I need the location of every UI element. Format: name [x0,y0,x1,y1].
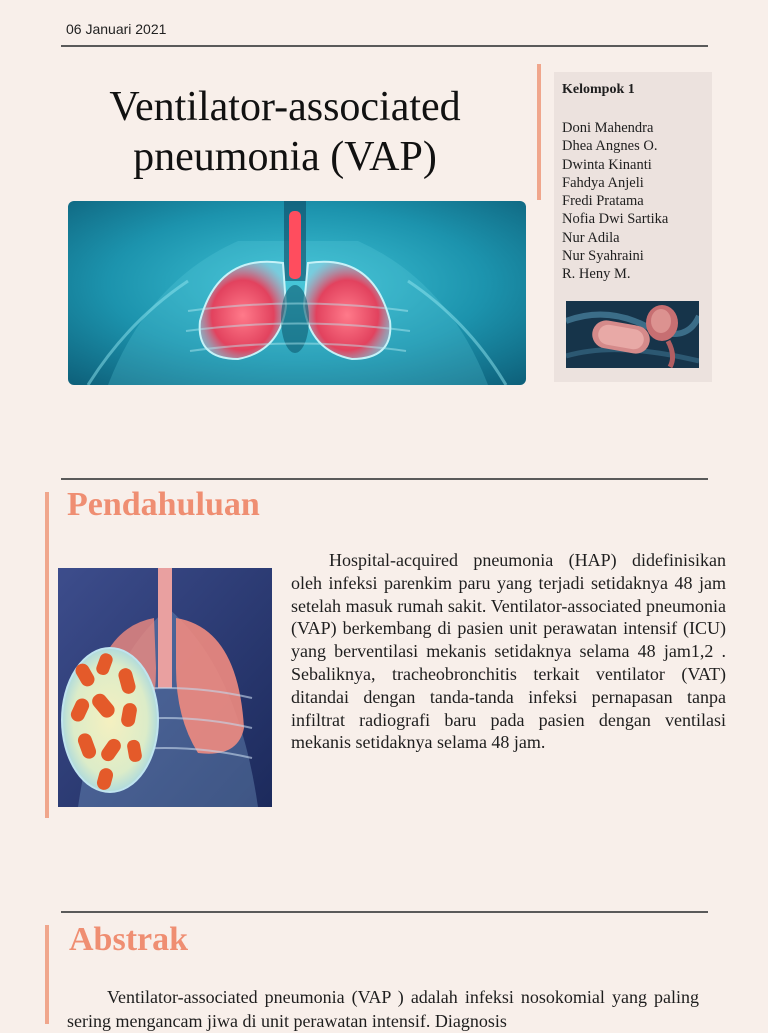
group-heading: Kelompok 1 [562,82,635,97]
members-list [562,119,668,284]
member-item: Fredi Pratama [562,193,644,210]
member-item: Dhea Angnes O. [562,138,658,155]
lungs-xray-illustration-icon [68,201,526,385]
document-date: 06 Januari 2021 [66,21,167,37]
header-divider [61,45,708,47]
group-members-panel [554,72,712,382]
member-item: Nur Adila [562,229,620,246]
section-divider [61,478,708,480]
title-line-2: pneumonia (VAP) [133,134,437,180]
member-item: Nur Syahraini [562,248,644,265]
bacteria-microscope-illustration-icon [566,301,699,368]
member-item: Dwinta Kinanti [562,156,652,173]
document-title [70,82,500,182]
members-accent-bar [537,64,541,200]
abstract-accent-bar [45,925,49,1024]
title-line-1: Ventilator-associated [109,84,461,130]
abstract-heading: Abstrak [69,921,189,958]
member-item: Fahdya Anjeli [562,174,644,191]
lungs-bacteria-illustration-icon [58,568,272,807]
intro-accent-bar [45,492,49,818]
member-item: Nofia Dwi Sartika [562,211,669,228]
intro-heading: Pendahuluan [67,486,260,523]
member-item: Doni Mahendra [562,120,654,136]
intro-paragraph: Hospital-acquired pneumonia (HAP) didefinisikan oleh infeksi parenkim paru yang terjadi setidaknya 48 jam setelah masuk rumah sakit. Ventilator-associated pneumonia (VAP) berkembang di pasien unit perawatan intensif (ICU) yang berventilasi mekanis setidaknya selama 48 jam1,2 . Sebaliknya, tracheobronchitis terkait ventilator (VAT) ditandai dengan tanda-tanda infeksi pernapasan tanpa infiltrat radiografi baru pada pasien dengan ventilasi mekanis setidaknya selama 48 jam. [291,550,726,753]
abstract-paragraph: Ventilator-associated pneumonia (VAP ) adalah infeksi nosokomial yang paling sering mengancam jiwa di unit perawatan intensif. Diagnosis [67,987,699,1031]
member-item: R. Heny M. [562,266,631,283]
section-divider [61,911,708,913]
